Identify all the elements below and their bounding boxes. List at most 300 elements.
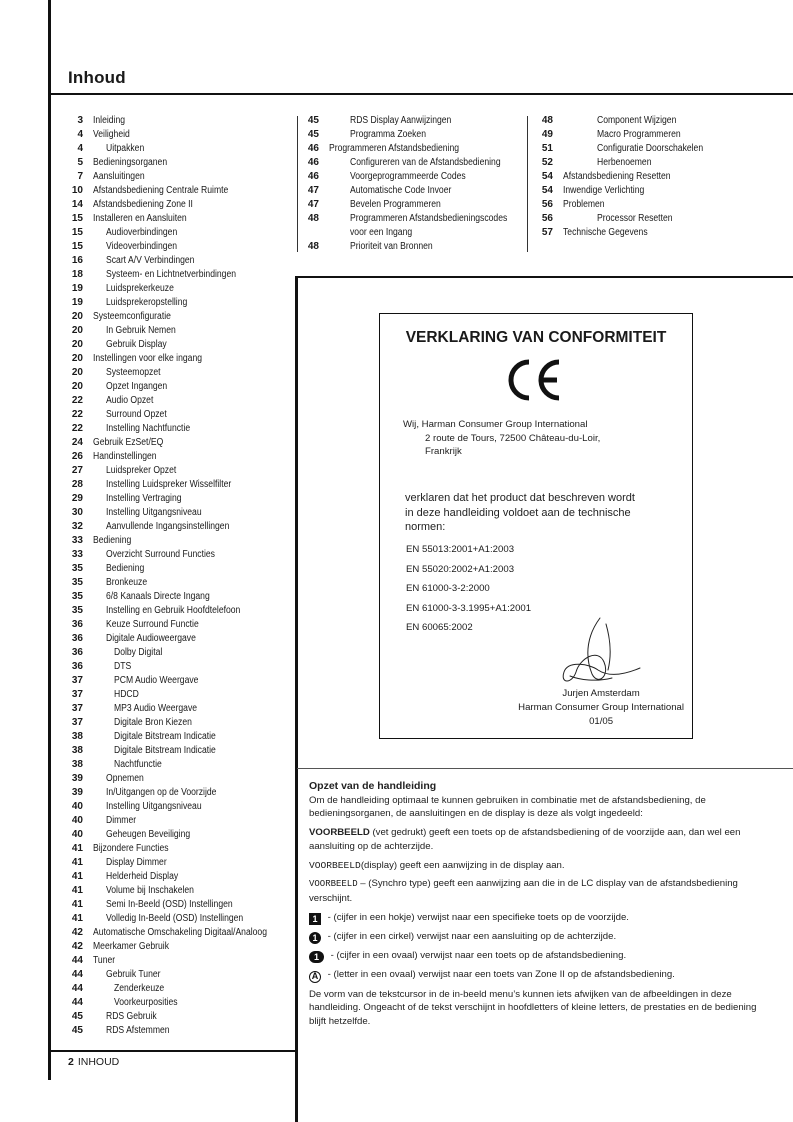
- toc-page-number: 32: [71, 521, 83, 532]
- toc-entry[interactable]: [303, 114, 533, 128]
- toc-entry[interactable]: [67, 156, 295, 170]
- toc-entry-label: Audio Opzet: [106, 395, 154, 406]
- toc-page-number: 20: [71, 367, 83, 378]
- toc-page-number: 39: [71, 773, 83, 784]
- toc-page-number: 15: [71, 227, 83, 238]
- toc-page-number: 36: [71, 647, 83, 658]
- toc-page-number: 54: [541, 171, 553, 182]
- toc-page-number: 40: [71, 829, 83, 840]
- toc-entry-label: Meerkamer Gebruik: [93, 941, 169, 952]
- conformity-title: VERKLARING VAN CONFORMITEIT: [405, 329, 667, 346]
- toc-entry[interactable]: [67, 940, 295, 954]
- toc-entry[interactable]: [67, 310, 295, 324]
- toc-page-number: 56: [541, 199, 553, 210]
- toc-entry-label: RDS Afstemmen: [106, 1025, 170, 1036]
- toc-entry-label: RDS Display Aanwijzingen: [350, 115, 452, 126]
- toc-entry[interactable]: [537, 142, 720, 156]
- toc-entry-label: Systeem- en Lichtnetverbindingen: [106, 269, 237, 280]
- toc-entry-label: Inleiding: [93, 115, 126, 126]
- toc-entry-label: Keuze Surround Functie: [106, 619, 199, 630]
- declaration-statement: verklaren dat het product dat beschreven wordt in deze handleiding voldoet aan de technische normen:: [405, 492, 635, 533]
- signer-company: Harman Consumer Group International: [518, 702, 684, 713]
- toc-entry[interactable]: [67, 464, 295, 478]
- toc-entry-label: Automatische Code Invoer: [350, 185, 452, 196]
- toc-entry[interactable]: [67, 856, 295, 870]
- toc-entry-label: Voorgeprogrammeerde Codes: [350, 171, 466, 182]
- toc-entry-label: Bevelen Programmeren: [350, 199, 441, 210]
- title-underline: [48, 93, 793, 95]
- toc-page-number: 35: [71, 563, 83, 574]
- toc-entry[interactable]: [537, 114, 720, 128]
- toc-page-number: 30: [71, 507, 83, 518]
- toc-entry[interactable]: [67, 128, 295, 142]
- toc-page-number: 22: [71, 409, 83, 420]
- toc-entry[interactable]: [67, 604, 295, 618]
- legend-oval-badge: [309, 949, 769, 963]
- toc-page-number: 45: [71, 1025, 83, 1036]
- toc-page-number: 45: [71, 1011, 83, 1022]
- toc-entry[interactable]: [67, 142, 295, 156]
- toc-entry[interactable]: [537, 184, 720, 198]
- display-example-word: VOORBEELD: [309, 859, 361, 871]
- toc-entry-label: PCM Audio Weergave: [114, 675, 199, 686]
- toc-entry[interactable]: [67, 198, 295, 212]
- signer-date: 01/05: [589, 716, 614, 727]
- toc-entry-label: Digitale Audioweergave: [106, 633, 196, 644]
- toc-entry-label: Luidsprekerkeuze: [106, 283, 174, 294]
- oval-badge-text: - (cijfer in een ovaal) verwijst naar een toets op de afstandsbediening.: [328, 949, 627, 961]
- bold-example-word: VOORBEELD: [309, 827, 370, 839]
- toc-entry[interactable]: [67, 534, 295, 548]
- toc-entry-label: Instelling en Gebruik Hoofdtelefoon: [106, 605, 241, 616]
- toc-page-number: 46: [307, 171, 319, 182]
- toc-entry-label: Programma Zoeken: [350, 129, 427, 140]
- toc-page-number: 41: [71, 857, 83, 868]
- toc-entry[interactable]: [67, 380, 295, 394]
- toc-entry[interactable]: [67, 254, 295, 268]
- toc-entry-label: Bijzondere Functies: [93, 843, 169, 854]
- middle-vertical-rule: [295, 276, 298, 1122]
- toc-entry[interactable]: [303, 184, 533, 198]
- toc-entry[interactable]: [67, 394, 295, 408]
- toc-entry-label: Configuratie Doorschakelen: [597, 143, 704, 154]
- toc-page-number: 48: [307, 241, 319, 252]
- toc-entry[interactable]: [67, 1024, 295, 1038]
- toc-entry-label: Tuner: [93, 955, 116, 966]
- toc-entry-label: Herbenoemen: [597, 157, 652, 168]
- toc-entry-label: Geheugen Beveiliging: [106, 829, 191, 840]
- toc-page-number: 19: [71, 297, 83, 308]
- toc-page-number: 37: [71, 689, 83, 700]
- toc-entry[interactable]: [67, 422, 295, 436]
- legend-intro: Om de handleiding optimaal te kunnen gebruiken in combinatie met de afstandsbediening, de bedieningsorganen, de aansluitingen en de display is deze als volgt ingedeeld:: [309, 794, 706, 820]
- toc-page-number: 35: [71, 577, 83, 588]
- toc-page-number: 36: [71, 619, 83, 630]
- toc-entry[interactable]: [67, 926, 295, 940]
- toc-page-number: 40: [71, 801, 83, 812]
- address-line: Frankrijk: [425, 446, 462, 457]
- toc-page-number: 3: [77, 115, 83, 126]
- toc-entry[interactable]: [67, 548, 295, 562]
- toc-page-number: 36: [71, 661, 83, 672]
- toc-entry-label: Bediening: [93, 535, 132, 546]
- toc-page-number: 37: [71, 703, 83, 714]
- toc-entry-label: Videoverbindingen: [106, 241, 178, 252]
- toc-entry[interactable]: [67, 660, 295, 674]
- toc-entry-label: Instelling Uitgangsniveau: [106, 507, 202, 518]
- toc-page-number: 14: [71, 199, 83, 210]
- toc-page-number: 56: [541, 213, 553, 224]
- toc-entry[interactable]: [67, 786, 295, 800]
- toc-entry[interactable]: [67, 184, 295, 198]
- toc-entry-label: In/Uitgangen op de Voorzijde: [106, 787, 217, 798]
- bold-example-text: (vet gedrukt) geeft een toets op de afstandsbediening of de voorzijde aan, dan wel een aansluiting op de achterzijde.: [309, 827, 741, 852]
- toc-entry[interactable]: [67, 520, 295, 534]
- toc-entry-label: Semi In-Beeld (OSD) Instellingen: [106, 899, 233, 910]
- toc-entry[interactable]: [67, 954, 295, 968]
- toc-entry-label: Afstandsbediening Resetten: [563, 171, 671, 182]
- toc-entry-label: Systeemconfiguratie: [93, 311, 171, 322]
- toc-entry[interactable]: [67, 884, 295, 898]
- toc-entry-label: Installeren en Aansluiten: [93, 213, 187, 224]
- toc-entry[interactable]: [303, 128, 533, 142]
- toc-page-number: 40: [71, 815, 83, 826]
- address-line: 2 route de Tours, 72500 Château-du-Loir,: [425, 432, 601, 444]
- circle-badge-text: - (cijfer in een cirkel) verwijst naar een aansluiting op de achterzijde.: [325, 930, 617, 942]
- toc-entry[interactable]: [67, 576, 295, 590]
- toc-page-number: 26: [71, 451, 83, 462]
- toc-page-number: 48: [541, 115, 553, 126]
- toc-entry[interactable]: [67, 338, 295, 352]
- toc-page-number: 51: [541, 143, 553, 154]
- toc-entry-label: Programmeren Afstandsbedieningscodes: [350, 213, 508, 224]
- toc-entry-label: Opzet Ingangen: [106, 381, 168, 392]
- page-footer: [68, 1056, 119, 1068]
- toc-entry[interactable]: [67, 870, 295, 884]
- toc-entry[interactable]: [303, 170, 533, 184]
- toc-page-number: 5: [77, 157, 83, 168]
- toc-entry-label: Instelling Nachtfunctie: [106, 423, 191, 434]
- toc-entry-label: Veiligheid: [93, 129, 130, 140]
- address-line: Wij, Harman Consumer Group International: [403, 419, 588, 430]
- signer-name: Jurjen Amsterdam: [562, 688, 640, 699]
- toc-page-number: 27: [71, 465, 83, 476]
- toc-column-2: [303, 114, 533, 254]
- toc-page-number: 41: [71, 871, 83, 882]
- toc-page-number: 37: [71, 717, 83, 728]
- norm-item: EN 61000-3-3.1995+A1:2001: [406, 602, 532, 614]
- toc-page-number: 46: [307, 143, 319, 154]
- toc-page-number: 48: [307, 213, 319, 224]
- toc-entry[interactable]: [303, 142, 533, 156]
- toc-entry-label: voor een Ingang: [350, 227, 413, 238]
- toc-page-number: 38: [71, 731, 83, 742]
- toc-page-number: 18: [71, 269, 83, 280]
- toc-page-number: 36: [71, 633, 83, 644]
- toc-entry-label: Gebruik EzSet/EQ: [93, 437, 164, 448]
- toc-entry-label: Volledig In-Beeld (OSD) Instellingen: [106, 913, 244, 924]
- synchro-example-word: VOORBEELD: [309, 879, 358, 890]
- toc-page-number: 33: [71, 549, 83, 560]
- toc-entry-label: Zenderkeuze: [114, 983, 165, 994]
- toc-entry[interactable]: [67, 114, 295, 128]
- conformity-declaration: [379, 313, 693, 739]
- toc-page-number: 37: [71, 675, 83, 686]
- page-title: Inhoud: [68, 68, 126, 87]
- toc-page-number: 10: [71, 185, 83, 196]
- toc-page-number: 45: [307, 115, 319, 126]
- toc-page-number: 41: [71, 913, 83, 924]
- norm-item: EN 61000-3-2:2000: [406, 583, 490, 595]
- toc-entry-label: Digitale Bron Kiezen: [114, 717, 192, 728]
- toc-entry-label: Helderheid Display: [106, 871, 179, 882]
- toc-entry-label: HDCD: [114, 689, 139, 700]
- toc-entry[interactable]: [67, 226, 295, 240]
- toc-entry[interactable]: [537, 128, 720, 142]
- toc-entry[interactable]: [67, 408, 295, 422]
- toc-entry-label: Afstandsbediening Centrale Ruimte: [93, 185, 229, 196]
- toc-entry[interactable]: [303, 156, 533, 170]
- toc-page-number: 19: [71, 283, 83, 294]
- manual-legend: [309, 780, 769, 1029]
- toc-entry[interactable]: [67, 436, 295, 450]
- toc-entry[interactable]: [303, 212, 533, 226]
- toc-page-number: 42: [71, 941, 83, 952]
- toc-page-number: 42: [71, 927, 83, 938]
- toc-page-number: 54: [541, 185, 553, 196]
- toc-entry[interactable]: [67, 212, 295, 226]
- toc-entry-label: MP3 Audio Weergave: [114, 703, 198, 714]
- toc-page-number: 44: [71, 983, 83, 994]
- toc-entry[interactable]: [67, 450, 295, 464]
- toc-page-number: 22: [71, 395, 83, 406]
- toc-entry[interactable]: [67, 982, 295, 996]
- toc-entry-label: Bediening: [106, 563, 145, 574]
- display-example-text: (display) geeft een aanwijzing in de display aan.: [360, 859, 565, 871]
- toc-page-number: 38: [71, 759, 83, 770]
- toc-entry-label: Audioverbindingen: [106, 227, 178, 238]
- toc-page-number: 41: [71, 843, 83, 854]
- toc-entry[interactable]: [67, 618, 295, 632]
- content-top-rule: [297, 276, 793, 278]
- toc-entry-label: Luidsprekeropstelling: [106, 297, 188, 308]
- toc-page-number: 29: [71, 493, 83, 504]
- square-badge-text: - (cijfer in een hokje) verwijst naar een specifieke toets op de voorzijde.: [325, 911, 629, 923]
- toc-column-3: [537, 114, 720, 240]
- toc-page-number: 57: [541, 227, 553, 238]
- toc-entry[interactable]: [67, 352, 295, 366]
- toc-entry[interactable]: [67, 646, 295, 660]
- toc-entry-label: Afstandsbediening Zone II: [93, 199, 193, 210]
- toc-entry-label: Automatische Omschakeling Digitaal/Analoog: [93, 927, 268, 938]
- toc-entry[interactable]: [67, 1010, 295, 1024]
- signer-block: [518, 687, 684, 729]
- toc-page-number: 35: [71, 591, 83, 602]
- toc-entry[interactable]: [67, 912, 295, 926]
- legend-letter-badge: [309, 968, 769, 983]
- toc-entry[interactable]: [67, 296, 295, 310]
- toc-entry-label: Gebruik Tuner: [106, 969, 161, 980]
- toc-page-number: 16: [71, 255, 83, 266]
- norm-item: EN 60065:2002: [406, 622, 473, 634]
- toc-page-number: 41: [71, 885, 83, 896]
- toc-entry-label: In Gebruik Nemen: [106, 325, 176, 336]
- toc-entry[interactable]: [537, 226, 720, 240]
- toc-page-number: 24: [71, 437, 83, 448]
- toc-entry-label: DTS: [114, 661, 132, 672]
- square-number-icon: 1: [309, 913, 321, 925]
- toc-entry-label: Display Dimmer: [106, 857, 167, 868]
- page-number: 2: [68, 1056, 74, 1068]
- toc-page-number: 47: [307, 199, 319, 210]
- toc-entry-label: Aansluitingen: [93, 171, 145, 182]
- toc-page-number: 45: [307, 129, 319, 140]
- toc-page-number: 20: [71, 353, 83, 364]
- toc-entry-label: Problemen: [563, 199, 605, 210]
- toc-entry-label: Bronkeuze: [106, 577, 148, 588]
- toc-entry[interactable]: [67, 688, 295, 702]
- toc-entry[interactable]: [67, 590, 295, 604]
- oval-letter-icon: A: [309, 971, 321, 983]
- signature: [540, 614, 650, 694]
- toc-entry[interactable]: [67, 716, 295, 730]
- toc-entry-label: Gebruik Display: [106, 339, 167, 350]
- toc-entry[interactable]: [67, 268, 295, 282]
- toc-entry-label: Instelling Uitgangsniveau: [106, 801, 202, 812]
- toc-entry[interactable]: [67, 240, 295, 254]
- toc-entry-label: Overzicht Surround Functies: [106, 549, 215, 560]
- toc-entry[interactable]: [537, 156, 720, 170]
- toc-entry[interactable]: [67, 968, 295, 982]
- manufacturer-address: [403, 418, 600, 459]
- toc-page-number: 41: [71, 899, 83, 910]
- toc-entry[interactable]: [67, 800, 295, 814]
- toc-page-number: 22: [71, 423, 83, 434]
- footer-rule: [48, 1050, 297, 1052]
- toc-entry[interactable]: [67, 898, 295, 912]
- oval-number-icon: 1: [309, 951, 324, 963]
- toc-page-number: 49: [541, 129, 553, 140]
- toc-entry[interactable]: [67, 366, 295, 380]
- toc-page-number: 39: [71, 787, 83, 798]
- toc-entry[interactable]: [67, 842, 295, 856]
- toc-page-number: 7: [77, 171, 83, 182]
- legend-title: Opzet van de handleiding: [309, 780, 437, 792]
- toc-entry-label: Systeemopzet: [106, 367, 161, 378]
- toc-entry-label: Component Wijzigen: [597, 115, 677, 126]
- legend-closing: De vorm van de tekstcursor in de in-beeld menu’s kunnen iets afwijken van de afbeeldingen in deze handleiding. Ongeacht of de tekst verschijnt in hoofdletters of kleine letters, de prestaties en de bediening blijft hetzelfde.: [309, 988, 757, 1028]
- toc-entry[interactable]: [67, 758, 295, 772]
- legend-bold-example: [309, 826, 769, 853]
- toc-page-number: 28: [71, 479, 83, 490]
- toc-entry[interactable]: [67, 814, 295, 828]
- toc-entry[interactable]: [67, 478, 295, 492]
- toc-page-number: 44: [71, 969, 83, 980]
- toc-entry[interactable]: [67, 996, 295, 1010]
- toc-entry-label: Aanvullende Ingangsinstellingen: [106, 521, 230, 532]
- legend-synchro-example: [309, 877, 769, 905]
- toc-entry-label: Processor Resetten: [597, 213, 673, 224]
- toc-page-number: 20: [71, 381, 83, 392]
- toc-entry[interactable]: [67, 772, 295, 786]
- toc-entry[interactable]: [303, 240, 533, 254]
- left-vertical-rule: [48, 0, 51, 1080]
- toc-page-number: 33: [71, 535, 83, 546]
- toc-entry[interactable]: [67, 744, 295, 758]
- toc-page-number: [303, 226, 319, 240]
- toc-entry[interactable]: [537, 170, 720, 184]
- toc-entry-label: Luidspreker Opzet: [106, 465, 177, 476]
- toc-entry[interactable]: [67, 730, 295, 744]
- toc-page-number: 35: [71, 605, 83, 616]
- toc-entry-label: 6/8 Kanaals Directe Ingang: [106, 591, 210, 602]
- toc-entry[interactable]: [303, 198, 533, 212]
- norm-item: EN 55013:2001+A1:2003: [406, 544, 515, 555]
- toc-page-number: 46: [307, 157, 319, 168]
- toc-entry[interactable]: [67, 282, 295, 296]
- toc-entry-label: Programmeren Afstandsbediening: [329, 143, 460, 154]
- toc-page-number: 4: [77, 129, 83, 140]
- toc-entry-label: Technische Gegevens: [563, 227, 648, 238]
- toc-page-number: 20: [71, 325, 83, 336]
- toc-page-number: 44: [71, 955, 83, 966]
- toc-entry-label: Instellingen voor elke ingang: [93, 353, 203, 364]
- toc-entry-label: Nachtfunctie: [114, 759, 162, 770]
- toc-entry-label: Digitale Bitstream Indicatie: [114, 745, 216, 756]
- toc-entry[interactable]: [67, 702, 295, 716]
- legend-top-rule: [297, 768, 793, 769]
- toc-entry[interactable]: [537, 198, 720, 212]
- toc-entry[interactable]: [67, 828, 295, 842]
- toc-entry[interactable]: [303, 226, 533, 240]
- toc-entry-label: RDS Gebruik: [106, 1011, 157, 1022]
- synchro-example-text: – (Synchro type) geeft een aanwijzing aan die in de LC display van de afstandsbediening verschijnt.: [309, 878, 738, 904]
- toc-entry-label: Scart A/V Verbindingen: [106, 255, 195, 266]
- toc-entry-label: Handinstellingen: [93, 451, 157, 462]
- toc-page-number: 20: [71, 311, 83, 322]
- norms-list: [406, 540, 531, 638]
- toc-entry[interactable]: [537, 212, 720, 226]
- legend-square-badge: [309, 911, 769, 925]
- toc-entry[interactable]: [67, 492, 295, 506]
- toc-entry-label: Uitpakken: [106, 143, 145, 154]
- toc-entry-label: Opnemen: [106, 773, 144, 784]
- toc-entry[interactable]: [67, 170, 295, 184]
- footer-label: INHOUD: [77, 1056, 120, 1068]
- toc-entry-label: Volume bij Inschakelen: [106, 885, 194, 896]
- toc-entry-label: Prioriteit van Bronnen: [350, 241, 433, 252]
- toc-entry[interactable]: [67, 506, 295, 520]
- norm-item: EN 55020:2002+A1:2003: [406, 563, 515, 575]
- toc-entry[interactable]: [67, 632, 295, 646]
- toc-page-number: 20: [71, 339, 83, 350]
- toc-entry-label: Bedieningsorganen: [93, 157, 168, 168]
- toc-page-number: 47: [307, 185, 319, 196]
- toc-entry[interactable]: [67, 674, 295, 688]
- toc-page-number: 52: [541, 157, 553, 168]
- toc-entry-label: Configureren van de Afstandsbediening: [350, 157, 501, 168]
- toc-column-1: [67, 114, 295, 1038]
- toc-entry[interactable]: [67, 324, 295, 338]
- toc-entry-label: Inwendige Verlichting: [563, 185, 645, 196]
- letter-badge-text: - (letter in een ovaal) verwijst naar een toets van Zone II op de afstandsbediening.: [325, 968, 675, 980]
- toc-page-number: 4: [77, 143, 83, 154]
- toc-entry-label: Dimmer: [106, 815, 137, 826]
- toc-page-number: 15: [71, 241, 83, 252]
- toc-entry-label: Macro Programmeren: [597, 129, 681, 140]
- toc-entry-label: Voorkeurposities: [114, 997, 178, 1008]
- toc-entry[interactable]: [67, 562, 295, 576]
